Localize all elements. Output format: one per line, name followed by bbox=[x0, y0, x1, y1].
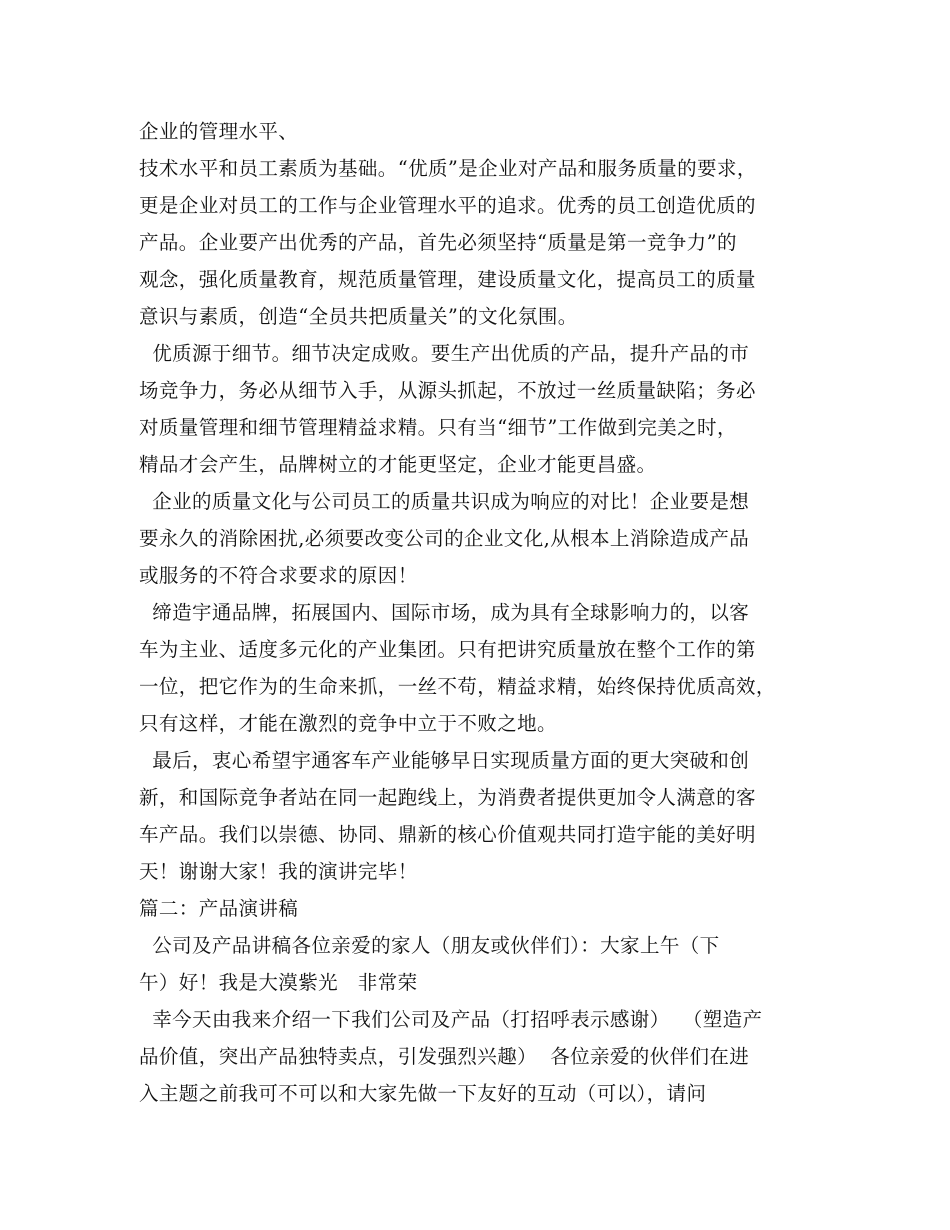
text-line: 新，和国际竞争者站在同一起跑线上，为消费者提供更加令人满意的客 bbox=[139, 786, 756, 809]
text-line: 品价值，突出产品独特卖点，引发强烈兴趣） 各位亲爱的伙伴们在进 bbox=[139, 1045, 750, 1068]
text-line: 车为主业、适度多元化的产业集团。只有把讲究质量放在整个工作的第 bbox=[139, 638, 756, 661]
text-line: 或服务的不符合求要求的原因！ bbox=[139, 564, 418, 587]
text-line: 更是企业对员工的工作与企业管理水平的追求。优秀的员工创造优质的 bbox=[139, 194, 756, 217]
text-line: 场竞争力，务必从细节入手，从源头抓起，不放过一丝质量缺陷；务必 bbox=[139, 379, 756, 402]
document-page bbox=[139, 113, 829, 1112]
text-line: 幸今天由我来介绍一下我们公司及产品（打招呼表示感谢） （塑造产 bbox=[139, 1008, 763, 1031]
text-line: 技术水平和员工素质为基础。“优质”是企业对产品和服务质量的要求， bbox=[139, 157, 757, 180]
text-line: 企业的管理水平、 bbox=[139, 120, 299, 143]
text-line: 一位，把它作为的生命来抓，一丝不苟，精益求精，始终保持优质高效， bbox=[139, 675, 776, 698]
text-line: 对质量管理和细节管理精益求精。只有当“细节”工作做到完美之时， bbox=[139, 416, 737, 439]
text-line: 最后，衷心希望宇通客车产业能够早日实现质量方面的更大突破和创 bbox=[139, 749, 750, 772]
text-line: 企业的质量文化与公司员工的质量共识成为响应的对比！企业要是想 bbox=[139, 490, 750, 513]
text-line: 午）好！我是大漠紫光 非常荣 bbox=[139, 971, 418, 994]
text-line: 入主题之前我可不可以和大家先做一下友好的互动（可以），请问 bbox=[139, 1082, 707, 1105]
text-line: 精品才会产生，品牌树立的才能更坚定，企业才能更昌盛。 bbox=[139, 453, 657, 476]
section-heading: 篇二：产品演讲稿 bbox=[139, 897, 299, 920]
text-line: 车产品。我们以崇德、协同、鼎新的核心价值观共同打造宇能的美好明 bbox=[139, 823, 756, 846]
text-line: 意识与素质，创造“全员共把质量关”的文化氛围。 bbox=[139, 305, 578, 328]
text-line: 公司及产品讲稿各位亲爱的家人（朋友或伙伴们）：大家上午（下 bbox=[139, 934, 720, 957]
text-line: 只有这样，才能在激烈的竞争中立于不败之地。 bbox=[139, 712, 557, 735]
text-line: 产品。企业要产出优秀的产品，首先必须坚持“质量是第一竞争力”的 bbox=[139, 231, 737, 254]
text-line: 天！谢谢大家！我的演讲完毕！ bbox=[139, 860, 418, 883]
text-line: 要永久的消除困扰,必须要改变公司的企业文化,从根本上消除造成产品 bbox=[139, 527, 750, 550]
text-line: 优质源于细节。细节决定成败。要生产出优质的产品，提升产品的市 bbox=[139, 342, 750, 365]
text-line: 缔造宇通品牌，拓展国内、国际市场，成为具有全球影响力的，以客 bbox=[139, 601, 750, 624]
text-line: 观念，强化质量教育，规范质量管理，建设质量文化，提高员工的质量 bbox=[139, 268, 756, 291]
